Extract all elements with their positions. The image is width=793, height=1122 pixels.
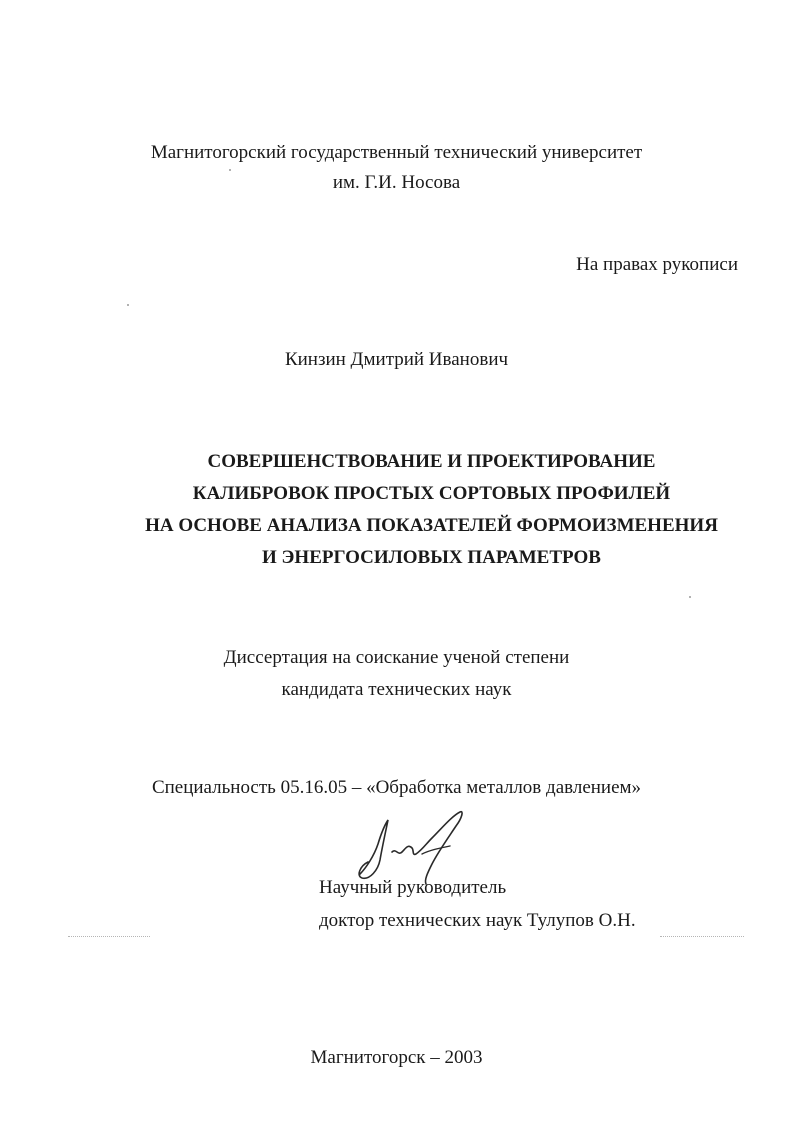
scan-artifact-left: [68, 936, 150, 938]
rights-note: На правах рукописи: [576, 254, 738, 275]
title-line-2: КАЛИБРОВОК ПРОСТЫХ СОРТОВЫХ ПРОФИЛЕЙ: [192, 483, 671, 504]
degree-line-2: кандидата технических наук: [281, 679, 512, 700]
scan-artifact-right: [660, 936, 744, 938]
specialty: Специальность 05.16.05 – «Обработка металлов давлением»: [151, 777, 642, 798]
university-name: Магнитогорский государственный технический университет: [150, 142, 643, 163]
title-line-3: НА ОСНОВЕ АНАЛИЗА ПОКАЗАТЕЛЕЙ ФОРМОИЗМЕНЕНИЯ: [145, 515, 718, 536]
degree-line-1: Диссертация на соискание ученой степени: [223, 647, 570, 668]
scan-speck: [689, 596, 691, 598]
title-line-1: СОВЕРШЕНСТВОВАНИЕ И ПРОЕКТИРОВАНИЕ: [207, 451, 656, 472]
author-name: Кинзин Дмитрий Иванович: [284, 349, 509, 370]
supervisor-name: доктор технических наук Тулупов О.Н.: [319, 910, 636, 931]
scan-speck: [229, 169, 231, 171]
supervisor-role: Научный руководитель: [319, 877, 507, 898]
university-named-after: им. Г.И. Носова: [332, 172, 461, 193]
title-line-4: И ЭНЕРГОСИЛОВЫХ ПАРАМЕТРОВ: [262, 547, 601, 568]
scan-speck: [127, 304, 129, 306]
city-year: Магнитогорск – 2003: [310, 1047, 483, 1068]
